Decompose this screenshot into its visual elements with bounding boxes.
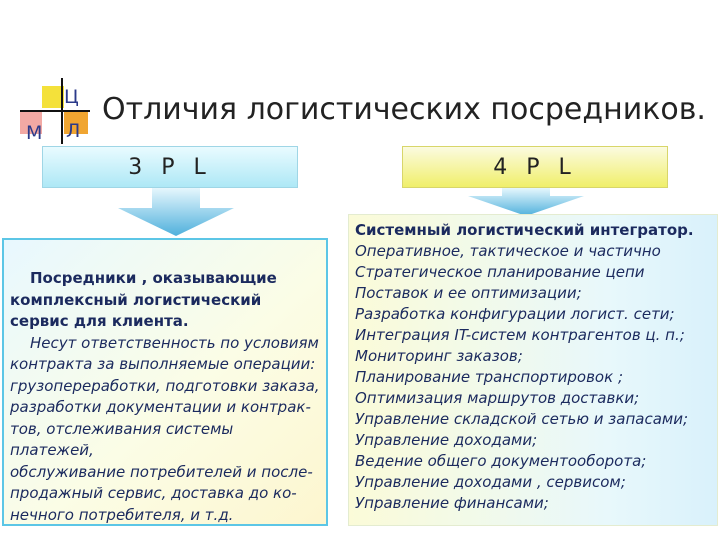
3pl-italic-line: обслуживание потребителей и после-: [10, 462, 313, 481]
page-title: Отличия логистических посредников.: [102, 92, 706, 127]
3pl-italic-line: разработки документации и контрак-: [10, 398, 311, 416]
4pl-list-item: Поставок и ее оптимизации;: [355, 284, 582, 302]
3pl-description-box: [2, 238, 328, 526]
4pl-list-item: Разработка конфигурации логист. сети;: [355, 305, 675, 323]
4pl-list-item: Управление складской сетью и запасами;: [355, 410, 689, 428]
down-arrow-icon-right: [468, 188, 584, 216]
logo-letter-ts: Ц: [64, 86, 79, 108]
logo-letter-l: Л: [66, 120, 81, 142]
logo-letter-m: М: [26, 122, 43, 144]
3pl-italic-line: грузопереработки, подготовки заказа,: [10, 376, 320, 395]
header-3pl: 3 P L: [42, 146, 298, 188]
4pl-list-item: Оперативное, тактическое и частично: [355, 242, 661, 260]
4pl-list-item: Интеграция IT-систем контрагентов ц. п.;: [355, 326, 685, 344]
3pl-italic-line: нечного потребителя, и т.д.: [10, 505, 234, 524]
3pl-bold-line: сервис для клиента.: [10, 312, 189, 330]
4pl-list-item: Оптимизация маршрутов доставки;: [355, 389, 640, 407]
4pl-list-item: Мониторинг заказов;: [355, 347, 523, 365]
3pl-bold-line: Посредники , оказывающие: [30, 269, 277, 287]
down-arrow-icon-left: [118, 188, 234, 236]
logo-horizontal-line: [20, 110, 90, 112]
4pl-list-item: Управление финансами;: [355, 494, 549, 512]
4pl-heading: Системный логистический интегратор.: [355, 221, 694, 239]
3pl-italic-line: продажный сервис, доставка до ко-: [10, 484, 297, 502]
4pl-list-item: Управление доходами , сервисом;: [355, 473, 626, 491]
3pl-italic-line: Несут ответственность по условиям: [30, 333, 319, 352]
4pl-description-box: [348, 214, 718, 526]
header-4pl: 4 P L: [402, 146, 668, 188]
3pl-bold-line: комплексный логистический: [10, 290, 262, 309]
4pl-list-item: Планирование транспортировок ;: [355, 368, 623, 386]
4pl-list-item: Ведение общего документооборота;: [355, 452, 647, 470]
3pl-italic-line: контракта за выполняемые операции:: [10, 355, 316, 373]
3pl-italic-line: тов, отслеживания системы платежей,: [10, 419, 234, 459]
4pl-list-item: Стратегическое планирование цепи: [355, 263, 645, 281]
4pl-list-item: Управление доходами;: [355, 431, 538, 449]
logo: [20, 78, 90, 144]
